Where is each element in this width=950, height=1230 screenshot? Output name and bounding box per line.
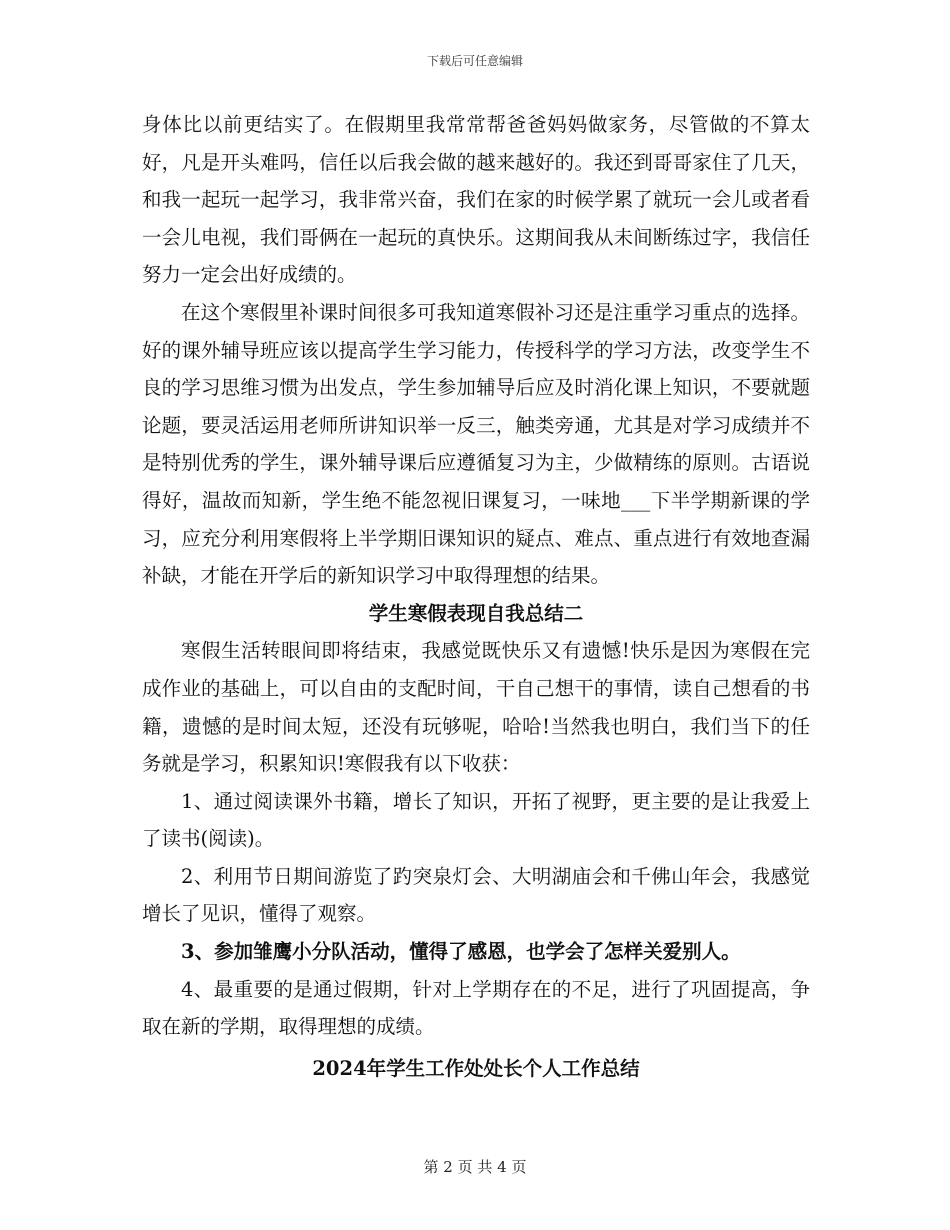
paragraph-tutoring: 在这个寒假里补课时间很多可我知道寒假补习还是注重学习重点的选择。好的课外辅导班应该以提高学生学习能力，传授科学的学习方法，改变学生不良的学习思维习惯为出发点，学生参加辅导后应及时消化课上知识，不要就题论题，要灵活运用老师所讲知识举一反三，触类旁通，尤其是对学习成绩并不是特别优秀的学生，课外辅导课后应遵循复习为主，少做精练的原则。古语说得好，温故而知新，学生绝不能忽视旧课复习，一味地___下半学期新课的学习，应充分利用寒假将上半学期旧课知识的疑点、难点、重点进行有效地查漏补缺，才能在开学后的新知识学习中取得理想的结果。 — [142, 300, 810, 588]
list-item-2: 2、利用节日期间游览了趵突泉灯会、大明湖庙会和千佛山年会，我感觉增长了见识，懂得了观察。 — [142, 864, 810, 926]
paragraph-intro: 寒假生活转眼间即将结束，我感觉既快乐又有遗憾!快乐是因为寒假在完成作业的基础上，可以自由的支配时间，干自己想干的事情，读自己想看的书籍，遗憾的是时间太短，还没有玩够呢，哈哈!当然我也明白，我们当下的任务就是学习，积累知识!寒假我有以下收获： — [142, 639, 810, 776]
list-item-3: 3、参加雏鹰小分队活动，懂得了感恩，也学会了怎样关爱别人。 — [181, 940, 741, 964]
paragraph-continuation: 身体比以前更结实了。在假期里我常常帮爸爸妈妈做家务，尽管做的不算太好，凡是开头难吗，信任以后我会做的越来越好的。我还到哥哥家住了几天，和我一起玩一起学习，我非常兴奋，我们在家的时候学累了就玩一会儿或者看一会儿电视，我们哥俩在一起玩的真快乐。这期间我从未间断练过字，我信任努力一定会出好成绩的。 — [142, 113, 810, 287]
list-item-4: 4、最重要的是通过假期，针对上学期存在的不足，进行了巩固提高，争取在新的学期，取得理想的成绩。 — [142, 977, 810, 1039]
document-body — [142, 106, 810, 1087]
section-heading-summary-two: 学生寒假表现自我总结二 — [368, 601, 584, 625]
header-note: 下载后可任意编辑 — [426, 54, 523, 68]
list-item-1: 1、通过阅读课外书籍，增长了知识，开拓了视野，更主要的是让我爱上了读书(阅读)。 — [142, 789, 810, 851]
page-number: 第 2 页 共 4 页 — [423, 1158, 527, 1176]
section-heading-work-summary: 2024年学生工作处处长个人工作总结 — [312, 1056, 640, 1080]
